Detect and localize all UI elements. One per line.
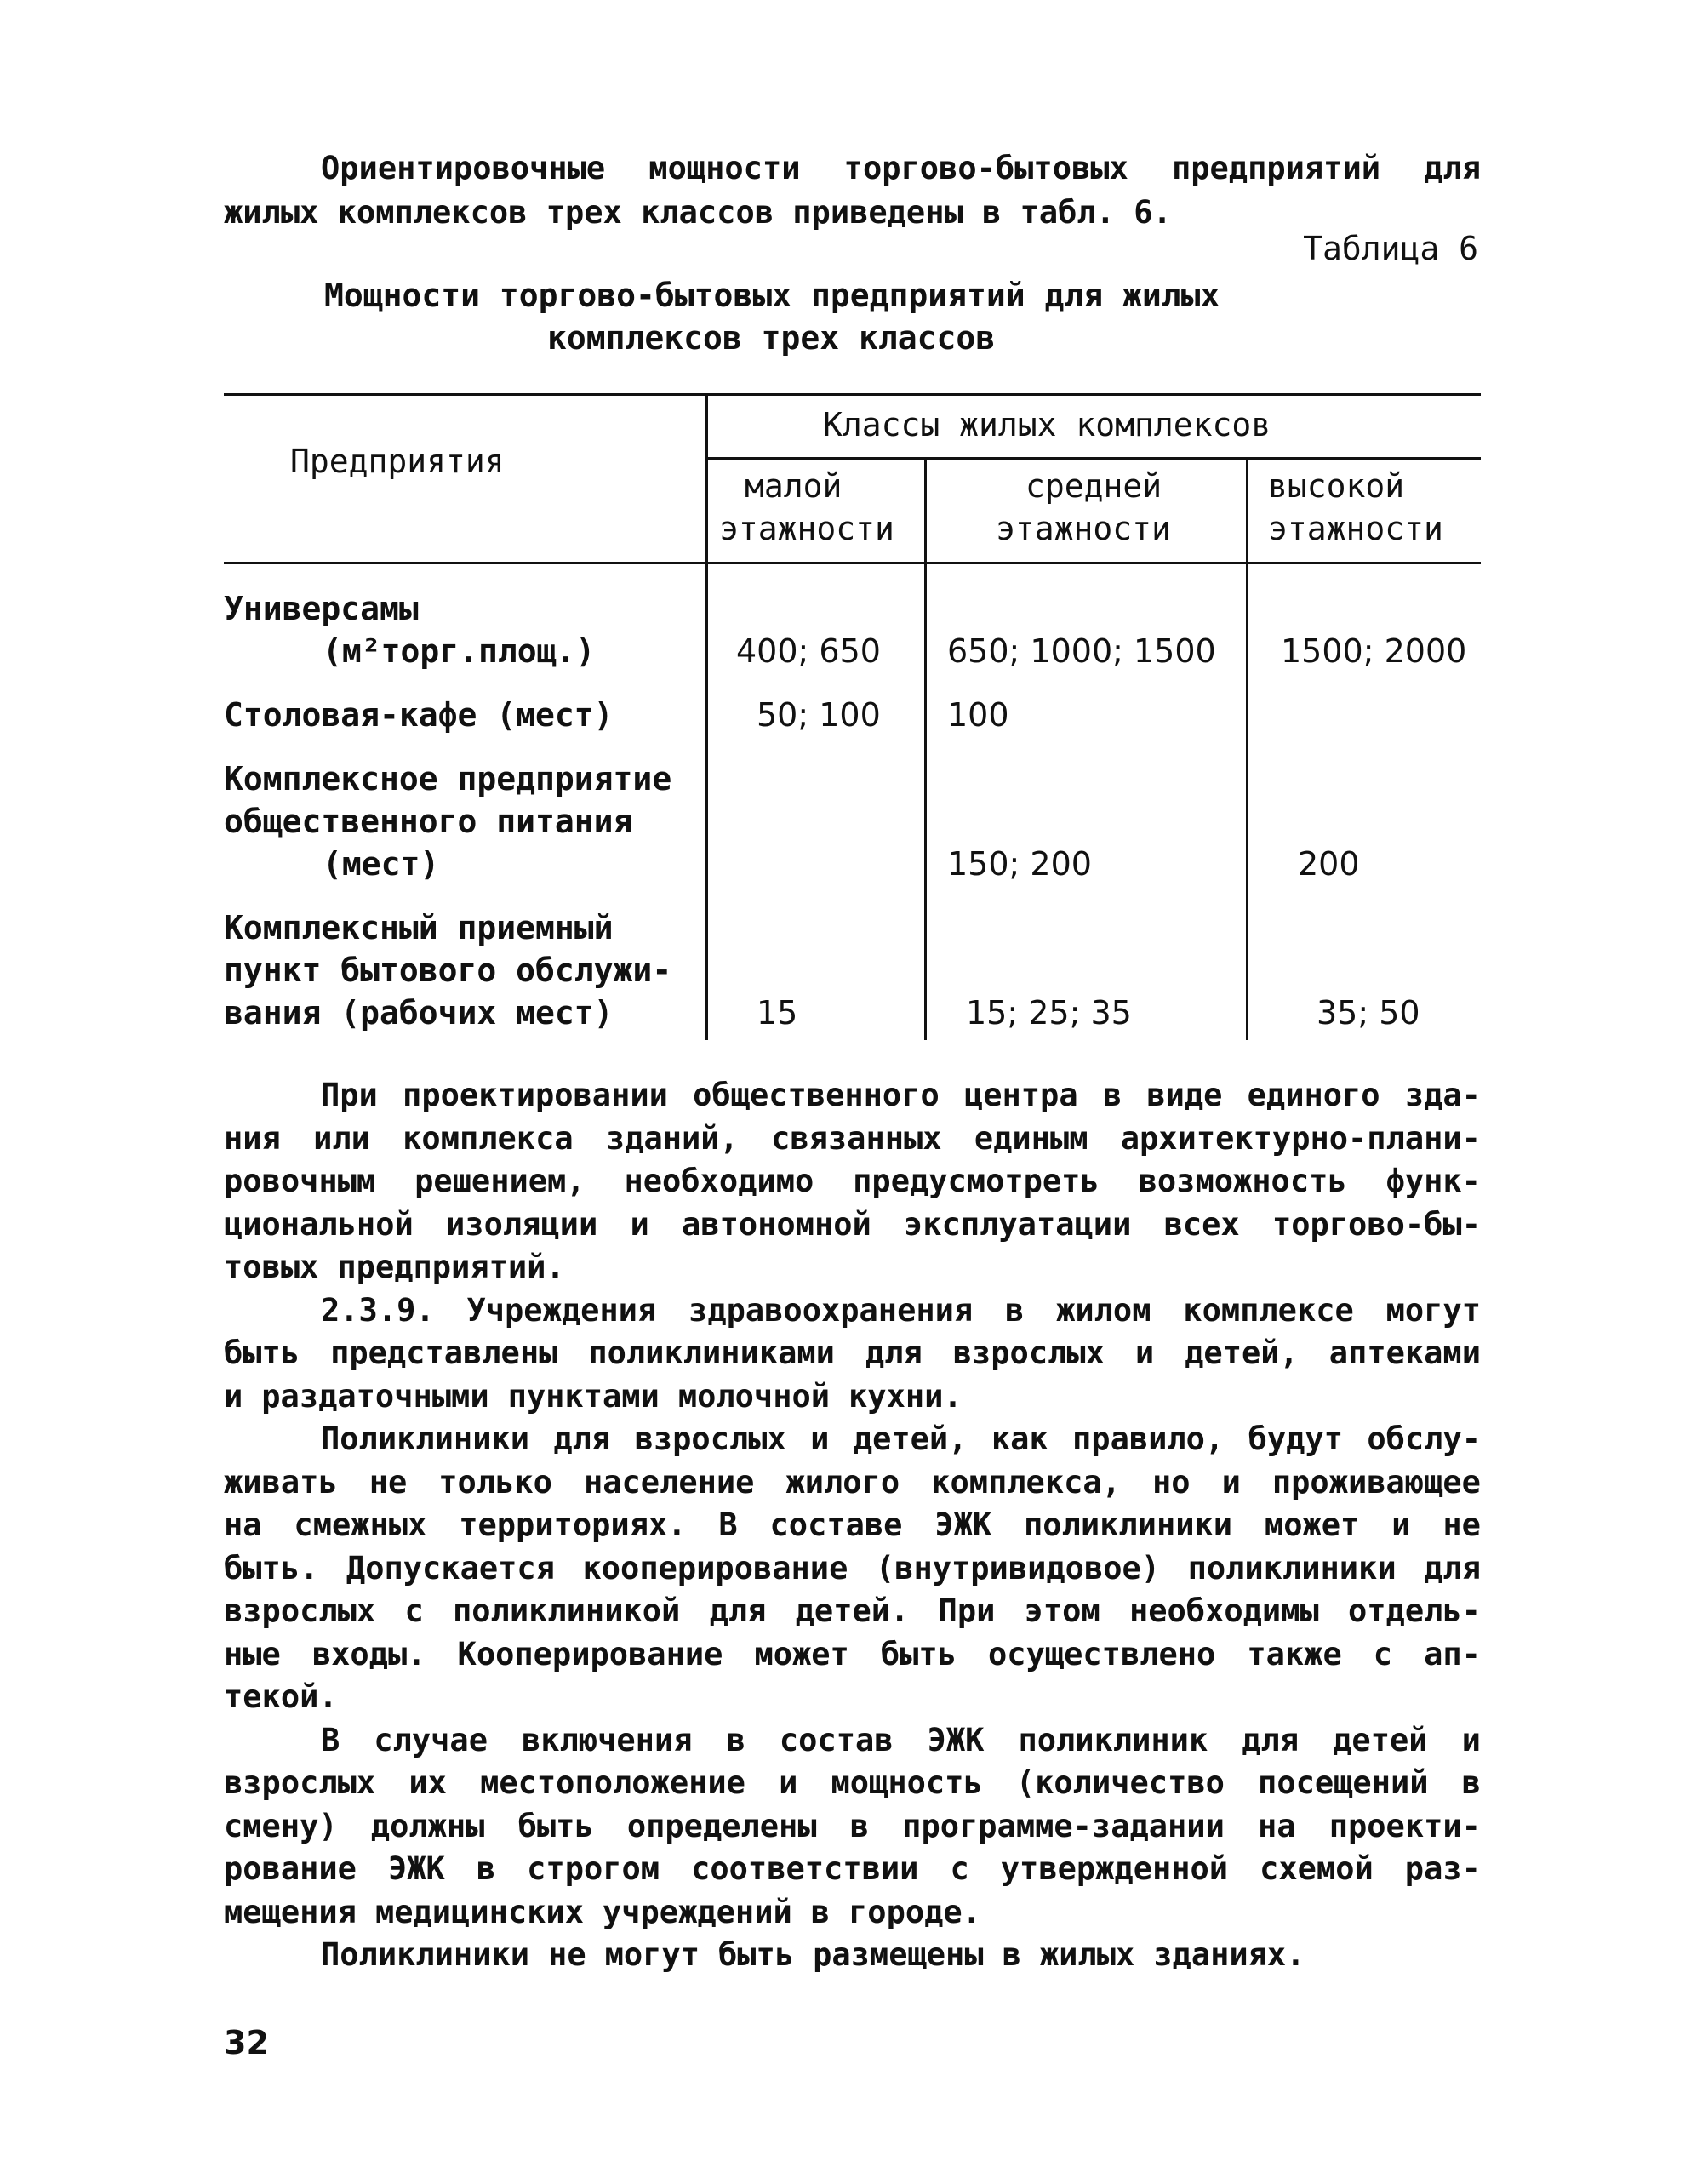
word: автономной xyxy=(682,1205,871,1243)
word: с xyxy=(404,1592,424,1629)
word: необходимо xyxy=(624,1163,814,1199)
word: медицинских xyxy=(374,1893,584,1930)
word: может xyxy=(1264,1506,1360,1543)
word: детей xyxy=(1333,1721,1428,1758)
word: для xyxy=(865,1335,923,1371)
word: комплекса xyxy=(403,1119,574,1157)
word: Поликлиники xyxy=(321,1421,530,1457)
word: будут xyxy=(1248,1421,1343,1457)
word: в xyxy=(476,1850,496,1887)
cell-high: 1500; 2000 xyxy=(1281,632,1467,670)
text-line xyxy=(224,1461,1481,1505)
page-number: 32 xyxy=(224,2024,269,2061)
word: архитектурно-плани- xyxy=(1120,1119,1481,1157)
text-line xyxy=(224,1118,1481,1161)
text-line xyxy=(224,1934,1481,1977)
row-label: (м²торг.площ.) xyxy=(323,632,596,670)
word: в xyxy=(810,1893,831,1930)
word: Учреждения xyxy=(466,1291,657,1329)
text-line xyxy=(224,1246,1481,1289)
word: всех xyxy=(1163,1205,1240,1243)
word: может xyxy=(754,1635,849,1672)
word: правило, xyxy=(1072,1421,1225,1457)
word: циональной xyxy=(224,1205,414,1243)
word: ЭЖК xyxy=(387,1850,445,1887)
word: Поликлиники xyxy=(321,1936,530,1973)
word: возможность xyxy=(1138,1163,1347,1199)
header-mid-2: этажности xyxy=(996,510,1171,547)
word: зданий, xyxy=(605,1119,739,1157)
row-label: Комплексный приемный xyxy=(224,909,614,946)
cell-low: 15 xyxy=(757,994,798,1032)
word: жилых xyxy=(1039,1936,1135,1973)
cell-mid: 100 xyxy=(947,696,1009,734)
word: единым xyxy=(974,1119,1088,1157)
word: не xyxy=(1442,1506,1481,1543)
table-title-line: Мощности торгово-бытовых предприятий для жилых xyxy=(324,277,1220,314)
word: жилом xyxy=(1056,1291,1151,1329)
word: ЭЖК xyxy=(927,1721,985,1758)
word: эксплуатации xyxy=(904,1205,1132,1243)
word: в xyxy=(1005,1291,1025,1329)
word: поликлиниками xyxy=(588,1335,835,1371)
text-line xyxy=(224,1074,1481,1118)
word: могут xyxy=(1385,1291,1481,1329)
text-line xyxy=(224,1891,1481,1935)
word: поликлиники xyxy=(1024,1506,1233,1543)
header-mid-1: средней xyxy=(1025,467,1162,505)
word: и xyxy=(779,1764,798,1801)
word: ЭЖК xyxy=(934,1506,992,1543)
cell-low: 50; 100 xyxy=(757,696,881,734)
header-classes: Классы жилых комплексов xyxy=(823,406,1271,443)
word: пунктами xyxy=(507,1377,660,1415)
intro-paragraph xyxy=(224,146,1481,235)
word: общественного xyxy=(693,1077,940,1113)
word: товых xyxy=(224,1249,319,1285)
word: смежных xyxy=(294,1506,427,1543)
word: единого xyxy=(1247,1077,1380,1113)
word: ровочным xyxy=(224,1163,376,1199)
word: В xyxy=(321,1721,340,1758)
word: проекти- xyxy=(1328,1807,1481,1844)
word: (внутривидовое) xyxy=(875,1549,1161,1586)
word: здравоохранения xyxy=(688,1291,974,1329)
word: схемой xyxy=(1260,1850,1374,1887)
word: и xyxy=(1391,1506,1411,1543)
table-label: Таблица 6 xyxy=(1303,230,1478,267)
word: поликлиники xyxy=(1187,1549,1397,1586)
text-line xyxy=(224,1203,1481,1247)
header-high-2: этажности xyxy=(1268,510,1443,547)
word: детей, xyxy=(853,1421,968,1457)
text-line xyxy=(224,1676,1481,1719)
word: случае xyxy=(374,1721,488,1758)
cell-mid: 650; 1000; 1500 xyxy=(947,632,1216,670)
cell-mid: 150; 200 xyxy=(947,845,1092,883)
table-title-line: комплексов трех классов xyxy=(547,319,996,357)
word: но xyxy=(1151,1463,1191,1501)
word: включения xyxy=(522,1721,693,1758)
text-line xyxy=(224,1547,1481,1591)
word: центра xyxy=(963,1077,1078,1113)
word: состав xyxy=(779,1721,894,1758)
header-enterprises: Предприятия xyxy=(290,443,505,480)
word: комплекса, xyxy=(931,1463,1121,1501)
word: В xyxy=(718,1506,738,1543)
word: с xyxy=(950,1850,969,1887)
word: мощности xyxy=(648,150,801,186)
word: раз- xyxy=(1404,1850,1481,1887)
word: и xyxy=(1221,1463,1241,1501)
word: должны xyxy=(370,1807,485,1844)
text-line xyxy=(224,1160,1481,1203)
word: Ориентировочные xyxy=(321,150,606,186)
row-label: общественного питания xyxy=(224,803,633,840)
word: быть xyxy=(517,1807,594,1844)
table-col-divider xyxy=(924,459,927,1040)
header-low-1: малой xyxy=(745,467,843,505)
word: не xyxy=(368,1463,408,1501)
word: предприятий xyxy=(1171,150,1381,186)
text-line xyxy=(224,1762,1481,1805)
header-high-1: высокой xyxy=(1268,467,1405,505)
word: ные xyxy=(224,1635,281,1672)
word: мощность xyxy=(831,1764,983,1801)
cell-high: 35; 50 xyxy=(1317,994,1420,1032)
word: соответствии xyxy=(691,1850,919,1887)
paragraph xyxy=(224,1719,1481,1935)
word: и xyxy=(1134,1335,1155,1371)
text-line xyxy=(224,1418,1481,1461)
word: быть xyxy=(718,1936,795,1973)
word: кухни. xyxy=(848,1377,963,1415)
word: учреждений xyxy=(602,1893,792,1930)
word: население xyxy=(583,1463,755,1501)
cell-high: 200 xyxy=(1298,845,1360,883)
word: торгово-бытовых xyxy=(843,150,1128,186)
table-col-divider xyxy=(1246,459,1248,1040)
table-header-sub-rule xyxy=(705,457,1481,460)
intro-line: жилых комплексов трех классов приведены в табл. 6. xyxy=(224,194,1172,231)
word: зданиях. xyxy=(1153,1936,1305,1973)
row-label: пункт бытового обслужи- xyxy=(224,952,672,989)
word: виде xyxy=(1146,1077,1223,1113)
word: посещений xyxy=(1258,1764,1429,1801)
text-line xyxy=(224,1590,1481,1633)
word: (количество xyxy=(1015,1764,1225,1801)
word: в xyxy=(1461,1764,1481,1801)
word: утвержденной xyxy=(1000,1850,1229,1887)
word: живать xyxy=(224,1463,338,1501)
word: и xyxy=(224,1377,243,1415)
row-label: Столовая-кафе (мест) xyxy=(224,696,614,734)
text-line xyxy=(224,1375,1481,1419)
text-line xyxy=(224,1332,1481,1375)
word: быть xyxy=(224,1335,300,1371)
word: и xyxy=(630,1205,649,1243)
word: строгом xyxy=(527,1850,660,1887)
word: проживающее xyxy=(1271,1463,1481,1501)
word: жилого xyxy=(785,1463,900,1501)
word: смену) xyxy=(224,1807,338,1844)
word: территориях. xyxy=(459,1506,687,1543)
word: Кооперирование xyxy=(457,1635,723,1672)
text-line xyxy=(224,1289,1481,1333)
word: в xyxy=(1102,1077,1122,1113)
word: только xyxy=(438,1463,552,1501)
word: для xyxy=(709,1592,767,1629)
word: местоположение xyxy=(480,1764,745,1801)
paragraph xyxy=(224,1418,1481,1719)
word: поликлиник xyxy=(1018,1721,1208,1758)
word: мещения xyxy=(224,1893,357,1930)
word: кооперирование xyxy=(582,1549,848,1586)
word: размещены xyxy=(813,1936,984,1973)
word: и xyxy=(1461,1721,1481,1758)
word: текой. xyxy=(224,1678,338,1715)
word: раздаточными xyxy=(261,1377,489,1415)
word: программе-задании xyxy=(902,1807,1225,1844)
word: поликлиникой xyxy=(453,1592,681,1629)
intro-line xyxy=(224,146,1481,191)
word: комплексе xyxy=(1183,1291,1354,1329)
word: в xyxy=(849,1807,870,1844)
word: изоляции xyxy=(446,1205,598,1243)
paragraph xyxy=(224,1289,1481,1419)
word: в xyxy=(726,1721,745,1758)
word: быть xyxy=(880,1635,957,1672)
row-label: Комплексное предприятие xyxy=(224,760,672,798)
paragraph xyxy=(224,1934,1481,1977)
word: как xyxy=(991,1421,1048,1457)
word: входы. xyxy=(311,1635,426,1672)
word: обслу- xyxy=(1367,1421,1481,1457)
cell-low: 400; 650 xyxy=(736,632,881,670)
word: необходимы xyxy=(1128,1592,1319,1629)
word: взрослых xyxy=(952,1335,1105,1371)
text-line xyxy=(224,1719,1481,1763)
row-label: Универсамы xyxy=(224,590,419,627)
word: рование xyxy=(224,1850,357,1887)
body-text xyxy=(224,1074,1481,1977)
word: Допускается xyxy=(346,1549,555,1586)
word: их xyxy=(408,1764,447,1801)
word: ния xyxy=(224,1119,281,1157)
word: взрослых xyxy=(224,1592,376,1629)
table-col-divider xyxy=(705,393,708,1040)
word: При xyxy=(321,1077,378,1113)
word: для xyxy=(1242,1721,1300,1758)
word: на xyxy=(1258,1807,1296,1844)
row-label: вания (рабочих мест) xyxy=(224,994,614,1032)
word: и xyxy=(810,1421,830,1457)
word: проектировании xyxy=(403,1077,668,1113)
word: на xyxy=(224,1506,262,1543)
word: городе. xyxy=(848,1893,981,1930)
word: для xyxy=(1424,150,1481,186)
text-line xyxy=(224,1848,1481,1891)
table-header-bottom-rule xyxy=(224,562,1481,564)
row-label: (мест) xyxy=(323,845,440,883)
word: детей, xyxy=(1185,1335,1299,1371)
word: молочной xyxy=(677,1377,831,1415)
word: для xyxy=(553,1421,611,1457)
word: аптеками xyxy=(1328,1335,1481,1371)
word: предусмотреть xyxy=(853,1163,1100,1199)
word: торгово-бы- xyxy=(1271,1205,1481,1243)
header-low-2: этажности xyxy=(719,510,894,547)
word: или xyxy=(313,1119,370,1157)
word: также xyxy=(1247,1635,1342,1672)
word: взрослых xyxy=(634,1421,786,1457)
word: не xyxy=(548,1936,586,1973)
word: предприятий. xyxy=(337,1249,565,1285)
word: составе xyxy=(769,1506,903,1543)
word: могут xyxy=(604,1936,700,1973)
word: определены xyxy=(626,1807,817,1844)
word: в xyxy=(1002,1936,1021,1973)
table-top-rule xyxy=(224,393,1481,396)
word: зда- xyxy=(1404,1077,1481,1113)
word: функ- xyxy=(1385,1163,1481,1199)
word: представлены xyxy=(330,1335,558,1371)
text-line xyxy=(224,1805,1481,1849)
text-line xyxy=(224,1504,1481,1547)
cell-mid: 15; 25; 35 xyxy=(966,994,1132,1032)
capacity-table xyxy=(224,393,1481,1040)
word: При xyxy=(938,1592,996,1629)
paragraph xyxy=(224,1074,1481,1289)
word: взрослых xyxy=(224,1764,376,1801)
word: этом xyxy=(1024,1592,1100,1629)
word: с xyxy=(1373,1635,1393,1672)
word: связанных xyxy=(771,1119,942,1157)
text-line xyxy=(224,1633,1481,1677)
table-title xyxy=(224,274,1481,359)
word: решением, xyxy=(414,1163,586,1199)
word: ап- xyxy=(1424,1635,1481,1672)
word: 2.3.9. xyxy=(321,1291,435,1329)
word: быть. xyxy=(224,1549,319,1586)
word: отдель- xyxy=(1348,1592,1481,1629)
word: для xyxy=(1424,1549,1481,1586)
word: детей. xyxy=(795,1592,910,1629)
word: осуществлено xyxy=(988,1635,1216,1672)
